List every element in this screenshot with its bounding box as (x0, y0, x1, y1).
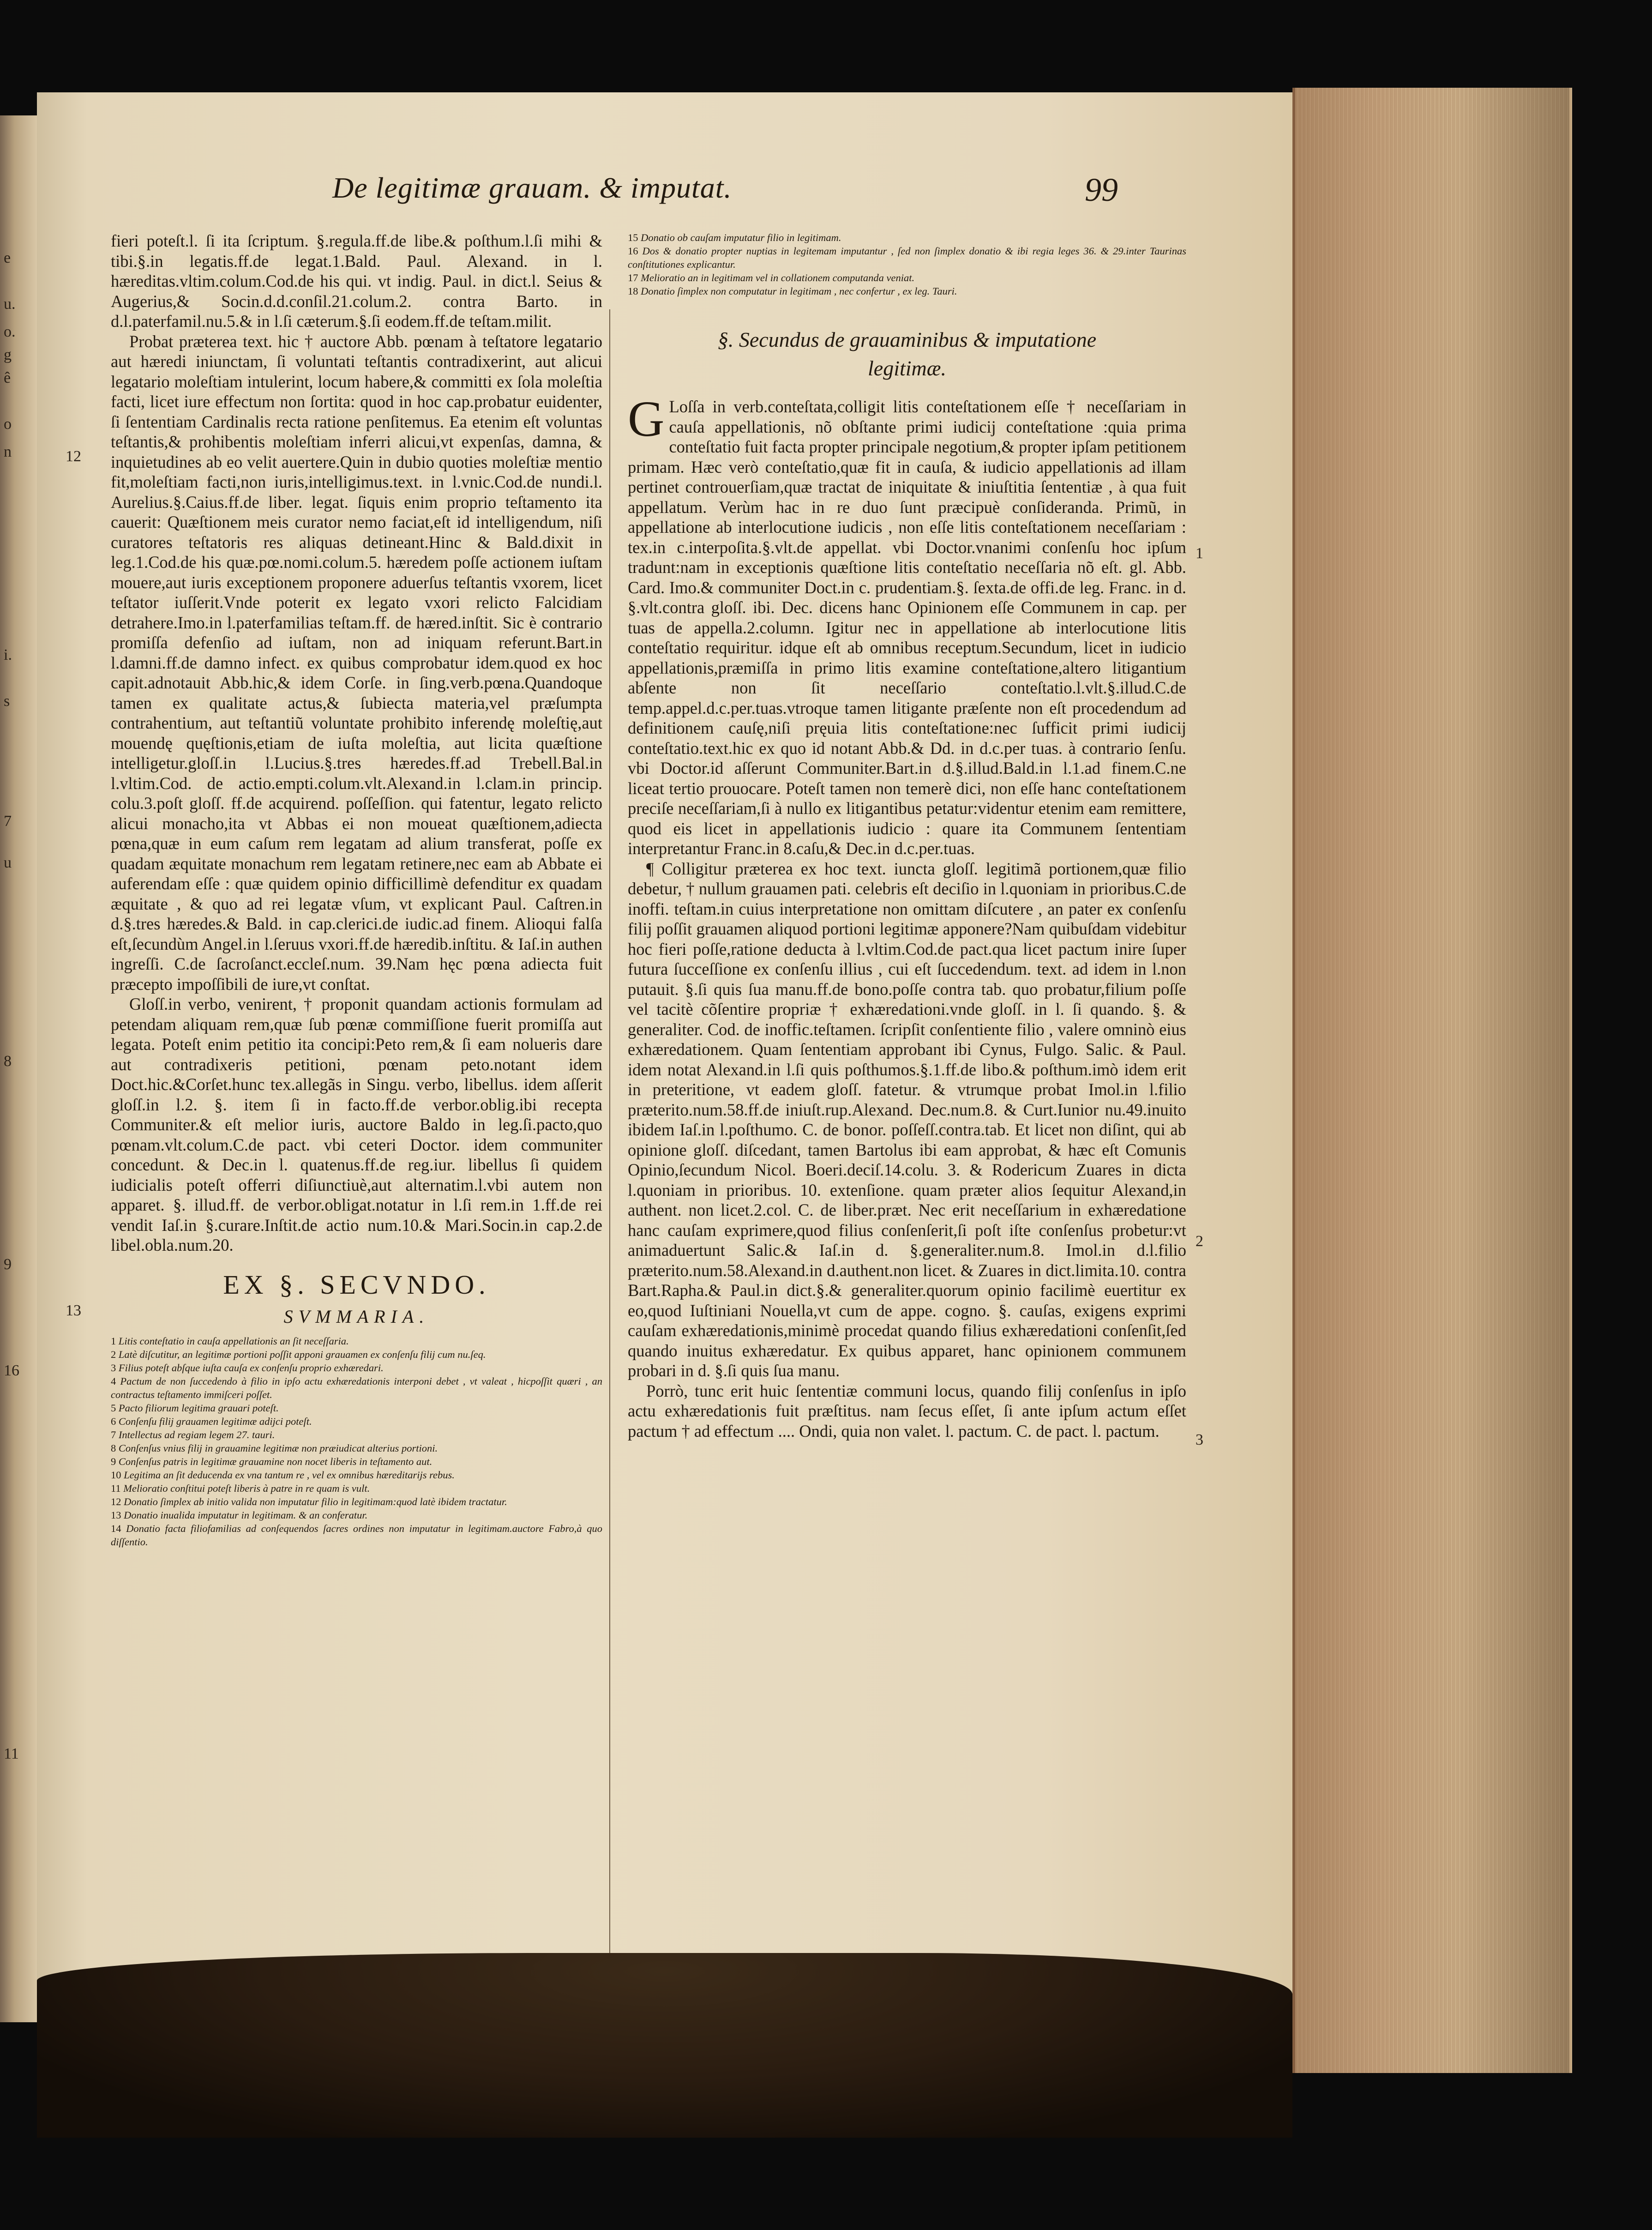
summary-item (111, 1455, 602, 1468)
summary-item-number: 8 (111, 1442, 116, 1454)
summary-item-text: Filius poteſt abſque iuſta cauſa ex conſenſu proprio exhæredari. (118, 1362, 384, 1374)
right-paragraph: Loſſa in verb.conteſtata,colligit litis conteſtationem eſſe † neceſſariam in cauſa appellationis, nõ obſtante primi iudicij conteſtatione :quia prima conteſtatio fuit facta propter principale negotium,& propter ipſam petitionem primam. Hæc verò conteſtatio,quæ fit in cauſa, & iudicio appellationis ad illam pertinet controuerſiam,quæ tractat de iniquitate & iniuſtitia ſententiæ , à qua fuit appellatum. Verùm hac in re duo ſunt præcipuè conſideranda. Primũ, in appellatione ab interlocutione iudicis , non eſſe litis conteſtationem neceſſariam : tex.in c.interpoſita.§.vlt.de appellat. vbi Doctor.vnanimi conſenſu hoc ipſum tradunt:nam in exceptionis quæſtione litis conteſtatio neceſſaria nõ eſt. gl. Abb. Card. Imo.& communiter Doct.in c. prudentiam.§. ſexta.de offi.de leg. Franc. in d. §.vlt.contra gloſſ. ibi. Dec. dicens hanc Opinionem eſſe Communem in cap. per tuas de appella.2.column. Igitur nec in appellatione ab interlocutione litis conteſtatio requiritur. idque eſt ab omnibus receptum.Secundum, licet in iudicio appellationis,præmiſſa in primo litis examine conteſtatione,altero litigantium abſente non ſit neceſſario conteſtatio.l.vlt.§.illud.C.de temp.appel.d.c.per.tuas.vtroque tamen litigante præſente non eſt procedendum ad definitionem cauſę,niſi pręuia litis conteſtatione:nec ſufficit primi iudicij conteſtatio.text.hic ex quo id notant Abb.& Dd. in d.c.per tuas. à contrario ſenſu. vbi Doctor.id aſſerunt Communiter.Bart.in d.§.illud.Bald.in l.1.ad finem.C.ne liceat tertio prouocare. Poteſt tamen non temerè dici, non eſſe hanc conteſtationem preciſe neceſſariam,ſi à nullo ex litigantibus petatur:videntur etenim eam remittere, quod eis licet in appellationis iudicio : quare ita Communem ſententiam interpretantur Franc.in 8.caſu,& Dec.in d.c.per.tuas. (628, 397, 1186, 858)
summary-item-text: Donatio ob cauſam imputatur filio in legitimam. (641, 232, 841, 243)
summary-item-number: 11 (111, 1482, 121, 1494)
right-column (628, 231, 1186, 2068)
summary-item (111, 1441, 602, 1455)
summary-item-number: 5 (111, 1402, 116, 1414)
summary-item-text: Latè diſcutitur, an legitimæ portioni poſſit apponi grauamen ex conſenſu filij cum nu.ſeq. (118, 1348, 486, 1360)
summary-item-number: 13 (111, 1509, 121, 1521)
drop-cap: G (628, 391, 665, 447)
summary-item-text: Conſenſus vnius filij in grauamine legitimæ non præiudicat alterius portioni. (118, 1442, 438, 1454)
summary-item-number: 9 (111, 1455, 116, 1467)
left-margin-char: g (4, 346, 12, 363)
page-damage (37, 1953, 1292, 2138)
summary-item (628, 231, 1186, 244)
summary-item-text: Melioratio an in legitimam vel in collationem computanda veniat. (641, 272, 915, 283)
left-margin-char: 7 (4, 813, 12, 830)
margin-note-number: 12 (66, 448, 81, 465)
summary-item (111, 1361, 602, 1374)
left-margin-char: u. (4, 295, 16, 313)
summary-item (111, 1428, 602, 1441)
summary-item (111, 1374, 602, 1401)
summary-item (111, 1401, 602, 1415)
summary-item-text: Pacto filiorum legitima grauari poteſt. (118, 1402, 279, 1414)
summary-item (111, 1334, 602, 1348)
running-head: De legitimæ grauam. & imputat. (332, 171, 732, 204)
left-margin-char: s (4, 693, 10, 710)
summary-item (628, 271, 1186, 284)
summary-item-number: 15 (628, 232, 638, 243)
summary-item-text: Conſenſu filij grauamen legitimæ adijci poteſt. (118, 1415, 312, 1427)
summary-item-text: Melioratio conſtitui poteſt liberis à patre in re quam is vult. (123, 1482, 370, 1494)
summary-item-number: 2 (111, 1348, 116, 1360)
left-margin-char: 9 (4, 1256, 12, 1273)
left-column (111, 231, 602, 2068)
summary-item-number: 16 (628, 245, 638, 257)
summary-item-number: 4 (111, 1375, 116, 1387)
summary-item-text: Conſenſus patris in legitimæ grauamine non nocet liberis in teſtamento aut. (118, 1455, 433, 1467)
summary-list (111, 1334, 602, 1549)
summary-item (111, 1415, 602, 1428)
summary-item (628, 284, 1186, 298)
left-paragraph: fieri poteſt.l. ſi ita ſcriptum. §.regula.ff.de libe.& poſthum.l.ſi mihi & tibi.§.in legatis.ff.de legat.1.Bald. Paul. Alexand. in l. hæreditas.vltim.colum.Cod.de his qui. vt indig. Paul. in dict.l. Seius & Augerius,& Socin.d.d.conſil.21.colum.2. contra Barto. in d.l.paterfamil.nu.5.& in l.ſi cæterum.§.ſi eodem.ff.de teſtam.milit. (111, 231, 602, 331)
summary-item-text: Donatio ſimplex ab initio valida non imputatur filio in legitimam:quod latè ibidem tractatur. (124, 1495, 507, 1507)
summary-title: SVMMARIA. (283, 1306, 430, 1327)
margin-note-number: 3 (1195, 1431, 1203, 1448)
summary-item-text: Donatio ſimplex non computatur in legitimam , nec confertur , ex leg. Tauri. (641, 285, 957, 297)
margin-note-number: 1 (1195, 545, 1203, 562)
summary-item-text: Donatio inualida imputatur in legitimam. & an conferatur. (124, 1509, 368, 1521)
summary-item-text: Legitima an ſit deducenda ex vna tantum re , vel ex omnibus hæreditarijs rebus. (124, 1469, 455, 1481)
left-paragraph: Probat præterea text. hic † auctore Abb. pœnam à teſtatore legatario aut hæredi iniunctam, ſi voluntati teſtantis contradixerint, aut alicui legatario moleſtiam intulerint, locum habere,& committi ex ſola moleſtia facti, licet iure effectum non ſortita: quod in hoc cap.probatur euidenter, ſi ſententiam Cardinalis recta ratione penſitemus. Ea etenim eſt voluntas teſtantis,& prohibentis moleſtiam inferri alicui,vt expenſas, damna, & inquietudines ab eo velit auertere.Quin in dubio quoties moleſtiæ mentio fit,moleſtiam facti,non iuris,intelligimus.text. in l.vnic.Cod.de nundi.l. Aurelius.§.Caius.ff.de liber. legat. ſiquis enim proprio teſtamento ita cauerit: Quæſtionem meis curator nemo faciat,eſt id intelligendum, niſi curatores teſtatoris res aliquas detineant.Hinc & Bald.dixit in leg.1.Cod.de his quæ.pœ.nomi.colum.5. hæredem poſſe actionem iuſtam mouere,aut iuris exceptionem proponere aduerſus teſtantis vxorem, licet teſtator iuſſerit.Vnde poterit ex legato vxori relicto Falcidiam detrahere.Imo.in l.paterfamilias teſtam.ff. de hæred.inſtit. Sic è contrario promiſſa defenſio ad iuſtam, non ad iniquam referunt.Bart.in l.damni.ff.de damno infect. ex quibus comprobatur idem.quod ex hoc capit.adnotauit Abb.hic,& idem Corſe. in ſing.verb.pœna.Quandoque tamen ex qualitate actus,& ſubiecta materia,vel præſumpta contrahentium, aut teſtantiũ voluntate prohibito inferendę moleſtię,aut mouendę quęſtionis,etiam de iuſta moleſtia, aut licita quæſtione intelligetur.gloſſ.in l.Lucius.§.tres hæredes.ff.ad Trebell.Bal.in l.vltim.Cod. de actio.empti.colum.vlt.Alexand.in l.clam.in princip. colu.3.poſt gloſſ. ff.de acquirend. poſſeſſion. qui fatentur, legato relicto alicui monacho,ita vt Abbas ei non moueat quæſtionem,adiecta pœna,quæ in eum caſum rem legatam ad alium transferat, poſſe ex quadam æquitate monachum rem legatam retinere,nec eam ab Abbate ei auferendam eſſe : quæ quidem opinio difficillimè defenditur ex quadam æquitate , & quo ad rei legatæ vſum, vt explicant Paul. Caſtren.in d.§.tres hæredes.& Bald. in cap.clerici.de iudic.ad finem. Alioqui falſa eſt,ſecundùm Angel.in l.ſeruus vxori.ff.de hæredib.inſtitu. & Iaſ.in authen ingreſſi. C.de ſacroſanct.eccleſ.num. 39.Nam hęc pœna adiecta fuit præcepto impoſſibili de iure,vt conſtat. (111, 331, 602, 994)
left-margin-char: o (4, 416, 12, 433)
section-title-line: §. Secundus de grauaminibus & imputatione (717, 328, 1097, 351)
summary-item (111, 1468, 602, 1482)
left-margin-char: o. (4, 323, 16, 340)
book-fore-edge-shade (1292, 88, 1569, 2073)
section-heading: EX §. SECVNDO. (223, 1269, 490, 1300)
book-page (37, 92, 1292, 2091)
summary-item-text: Litis conteſtatio in cauſa appellationis an ſit neceſſaria. (118, 1335, 349, 1347)
summary-item-text: Intellectus ad regiam legem 27. tauri. (118, 1428, 275, 1440)
summary-item-number: 10 (111, 1469, 121, 1481)
summary-item-number: 6 (111, 1415, 116, 1427)
left-margin-char: 8 (4, 1053, 12, 1070)
left-margin-char: i. (4, 646, 12, 663)
summary-item (111, 1522, 602, 1549)
left-margin-char: 11 (4, 1745, 19, 1762)
summary-item-number: 12 (111, 1495, 121, 1507)
left-margin-char: e (4, 249, 11, 266)
right-paragraph: Porrò, tunc erit huic ſententiæ communi locus, quando filij conſenſus in ipſo actu exhæredationis fuit præſtitus. nam ſecus eſſet, ſi ante ipſum actum eſſet pactum † ad effectum .... Ondi, quia non valet. l. pactum. C. de pact. l. pactum. (628, 1381, 1186, 1440)
left-margin-char: u (4, 854, 12, 871)
summary-item (628, 244, 1186, 271)
summary-list-continued (628, 231, 1186, 298)
summary-item-number: 1 (111, 1335, 116, 1347)
section-title (628, 325, 1186, 383)
left-paragraph: Gloſſ.in verbo, venirent, † proponit quandam actionis formulam ad petendam aliquam rem,quæ ſub pœnæ commiſſione fuerit promiſſa aut legata. Poteſt enim petitio ita concipi:Peto rem,& ſi eam nolueris dare aut contradixeris petitioni, pœnam peto.notant idem Doct.hic.&Corſet.hunc tex.allegãs in Singu. verbo, libellus. idem aſſerit gloſſ.in l.2. §. item ſi in facto.ff.de verbor.oblig.ibi recepta Communiter.& eſt melior iuris, auctore Baldo in leg.ſi.pacto,quo pœnam.vlt.colum.C.de pact. vbi ceteri Doctor. idem communiter concedunt. & Dec.in l. quatenus.ff.de reg.iur. libellus ſi quidem iudicialis poteſt offerri diſiunctiuè,aut alternatim.l.vbi autem non apparet. §. illud.ff. de verbor.obligat.notatur in l.ſi rem.in 1.ff.de rei vendit Iaſ.in §.curare.Inſtit.de actio num.10.& Mari.Socin.in cap.2.de libel.obla.num.20. (111, 994, 602, 1254)
summary-item-text: Donatio facta filiofamilias ad conſequendos ſacres ordines non imputatur in legitimam.auctore Fabro,à quo diſſentio. (111, 1522, 602, 1548)
margin-note-number: 13 (66, 1302, 81, 1319)
page-header (332, 171, 1117, 212)
summary-item-number: 18 (628, 285, 638, 297)
summary-item (111, 1495, 602, 1508)
column-rule (609, 309, 610, 2045)
left-page-margin (0, 0, 37, 2230)
summary-item-number: 14 (111, 1522, 121, 1534)
summary-item-number: 17 (628, 272, 638, 283)
left-margin-char: 16 (4, 1362, 19, 1379)
summary-item-number: 3 (111, 1362, 116, 1374)
summary-item-text: Pactum de non ſuccedendo à filio in ipſo actu exhæredationis interponi debet , vt valeat , hicpoſſit quæri , an contractus teſtamento immiſceri poſſet. (111, 1375, 602, 1400)
page-number: 99 (1085, 171, 1118, 208)
right-paragraph: ¶ Colligitur præterea ex hoc text. iuncta gloſſ. legitimã portionem,quæ filio debetur, † nullum grauamen pati. celebris eſt deciſio in l.quoniam in prioribus.C.de inoffi. teſtam.in cuius interpretatione non omittam diſcutere , an pater ex conſenſu filij poſſit grauamen aliquod portioni legitimæ apponere?Nam quibuſdam videbitur hoc fieri poſſe,ratione deducta à l.vltim.Cod.de pact.qua licet pactum inire ſuper futura ſucceſſione ex conſenſu illius , cui eſt ſuccedendum. text. ad idem in l.non putauit. §.ſi quis ſua manu.ff.de bono.poſſe contra tab. quo probatur,filium poſſe vel tacitè cõſentire propriæ † exhæredationi.vnde gloſſ. in l. ſi quando. §. & generaliter. Cod. de inoffic.teſtamen. ſcripſit conſentiente filio , valere omninò eius exhæredationem. Quam ſententiam approbant ibi Cynus, Fulgo. Salic. & Paul. idem notat Alexand.in l.ſi quis poſthumos.§.1.ff.de libo.& poſthum.imò idem erit in preteritione, vt eadem gloſſ. fatetur. & vtrumque probat Imol.in l.filio præterito.num.58.ff.de iniuſt.rup.Alexand. Dec.num.8. & Curt.Iunior nu.49.inuito ibidem Iaſ.in l.poſthumo. C. de bonor. poſſeſſ.contra.tab. Et licet non diſint, qui ab opinione gloſſ. diſcedant, tamen Bartolus ibi eam approbat, & hæc eſt Comunis Opinio,ſecundum Nicol. Boeri.deciſ.14.colu. 3. & Rodericum Zuares in dicta l.quoniam in prioribus. 10. extenſione. quam præter alios ſequitur Alexand,in authent. non licet.2.col. C. de liber.præt. Nec erit neceſſarium in exhæredatione hanc cauſam exprimere,quod filius conſenſerit,ſi poſt iſte conſenſus probetur:vt animaduertunt Salic.& Iaſ.in d. §.generaliter.num.8. Imol.in d.l.filio præterito.num.58.Alexand.in d.authent.non licet. & Zuares in dict.limita.10. contra Bart.Rapha.& Paul.in dict.§.& generaliter.quorum opinio facilimè euertitur ex eo,quod Iuſtiniani Nouella,vt cum de appe. cogno. §. cauſas, exigens exprimi cauſam exhæredationis,minimè procedat quando filius exhæredationi conſenſit,ſed quando inuitus exhæredatur. Ex quibus apparet, hanc opinionem communem probari in d. §.ſi quis ſua manu. (628, 859, 1186, 1380)
summary-item (111, 1508, 602, 1522)
summary-item-text: Dos & donatio propter nuptias in legitemam imputantur , ſed non ſimplex donatio & ibi regia leges 36. & 29.inter Taurinas conſtitutiones explicantur. (628, 245, 1186, 270)
summary-item (111, 1348, 602, 1361)
left-margin-char: ê (4, 369, 11, 386)
margin-note-number: 2 (1195, 1233, 1203, 1250)
section-title-line: legitimæ. (868, 356, 946, 380)
left-margin-char: n (4, 443, 12, 460)
summary-item-number: 7 (111, 1428, 116, 1440)
summary-item (111, 1482, 602, 1495)
